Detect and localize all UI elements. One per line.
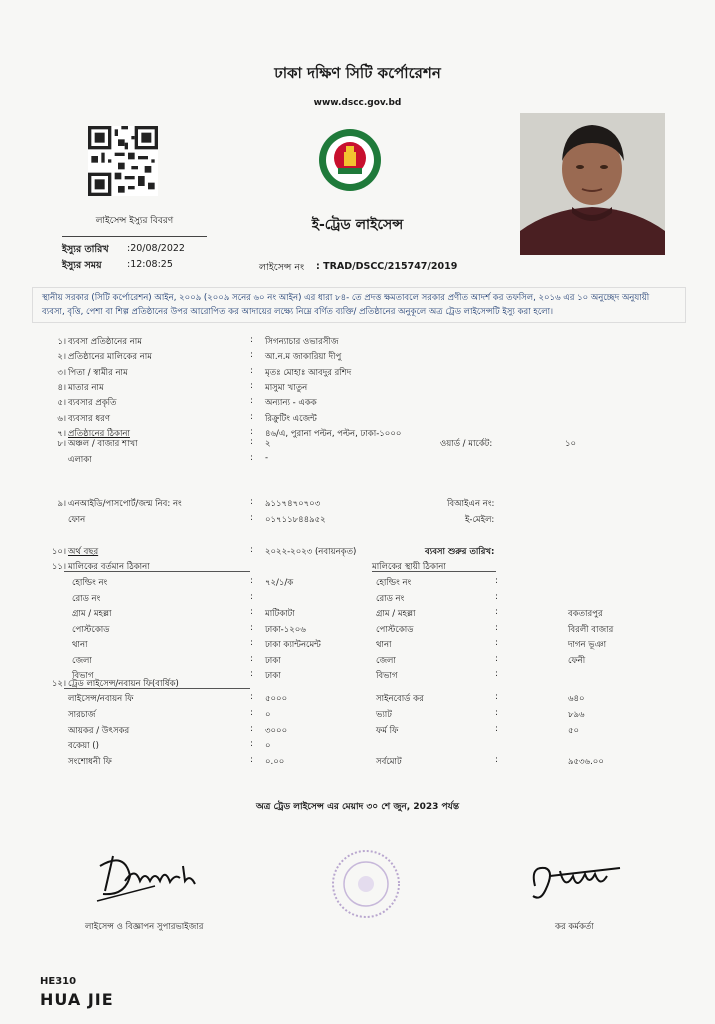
detail-value: আ.ন.ম জাকারিয়া দীপু	[265, 352, 342, 363]
colon: :	[250, 653, 253, 664]
colon: :	[250, 755, 253, 766]
divider	[372, 571, 496, 572]
start-date-label: ব্যবসা শুরুর তারিখ:	[425, 547, 495, 557]
detail-num: ৬।	[57, 413, 66, 424]
colon: :	[250, 396, 253, 407]
colon: :	[495, 607, 498, 617]
phone-label: ফোন	[68, 515, 86, 525]
area-label: এলাকা	[68, 455, 92, 465]
issue-time: :12:08:25	[127, 259, 173, 270]
fee-label: আয়কর / উৎসকর	[68, 725, 130, 736]
present-address-value: ঢাকা	[265, 655, 281, 666]
ward-value: ১০	[565, 439, 577, 449]
fee-value: ৯৫৩৬.০০	[568, 757, 604, 768]
tax-officer-title: কর কর্মকর্তা	[555, 922, 594, 932]
colon: :	[495, 638, 498, 648]
fee-value: ৬৪০	[568, 694, 585, 704]
website-url[interactable]: www.dscc.gov.bd	[313, 98, 402, 108]
nid-value: ৯১১৭৪৭০৭০৩	[265, 499, 321, 509]
present-address-value: ঢাকা	[265, 671, 281, 681]
fiscal-num: ১০।	[51, 547, 66, 557]
zone-value: ২	[265, 439, 271, 449]
address-num: ১১।	[51, 562, 66, 572]
fee-label: ভ্যাট	[376, 709, 392, 720]
printer-model: HE310	[40, 976, 77, 987]
colon: :	[250, 380, 253, 391]
page-title: ঢাকা দক্ষিণ সিটি কর্পোরেশন	[274, 64, 441, 82]
present-address-value: মাটিকাটা	[265, 609, 295, 619]
official-seal	[330, 848, 402, 920]
license-no-label: লাইসেন্স নং	[259, 262, 305, 273]
fiscal-label: অর্থ বছর	[68, 547, 99, 557]
present-address-value: ৭২/১/ক	[265, 578, 294, 588]
detail-label: ব্যবসার ধরণ	[68, 413, 110, 424]
issue-date-label: ইস্যুর তারিখ	[62, 244, 109, 255]
detail-num: ৩।	[57, 367, 66, 378]
dscc-logo-icon	[318, 128, 382, 192]
fees-num: ১২।	[51, 679, 66, 689]
colon: :	[250, 669, 253, 679]
fee-label: লাইসেন্স/নবায়ন ফি	[68, 694, 134, 704]
divider	[64, 571, 250, 572]
colon: :	[250, 723, 253, 734]
detail-num: ৪।	[57, 382, 66, 393]
colon: :	[250, 545, 253, 555]
fee-value: ০	[265, 709, 271, 720]
fee-value: ৫০০০	[265, 694, 288, 704]
colon: :	[250, 622, 253, 633]
detail-value: ৪৬/এ, পুরানা পল্টন, পল্টন, ঢাকা-১০০০	[265, 428, 402, 439]
colon: :	[250, 638, 253, 648]
colon: :	[495, 591, 498, 602]
fee-value: ০.০০	[265, 757, 285, 768]
detail-value: অন্যান্য - একক	[265, 398, 317, 409]
colon: :	[250, 576, 253, 586]
permanent-address-value: বকতারপুর	[568, 609, 603, 619]
printer-brand: HUA JIE	[40, 990, 114, 1009]
colon: :	[250, 607, 253, 617]
colon: :	[250, 497, 253, 507]
address-field-label: বিভাগ	[72, 671, 94, 681]
issue-date: :20/08/2022	[127, 243, 185, 254]
permanent-field-label: থানা	[376, 640, 392, 650]
permanent-address-heading: মালিকের স্থায়ী ঠিকানা	[372, 562, 446, 572]
address-field-label: জেলা	[72, 655, 92, 666]
tax-officer-signature	[525, 856, 625, 906]
permanent-address-value: ফেনী	[568, 655, 586, 666]
present-address-value: ঢাকা-১২০৬	[265, 624, 306, 635]
address-field-label: পোস্টকোড	[72, 624, 110, 635]
fee-label: সংশোধনী ফি	[68, 757, 112, 768]
permanent-field-label: রোড নং	[376, 593, 405, 604]
address-field-label: গ্রাম / মহল্লা	[72, 609, 112, 619]
colon: :	[250, 591, 253, 602]
intro-text: স্থানীয় সরকার (সিটি কর্পোরেশন) আইন, ২০০৯ (২০০৯ সনের ৬০ নং আইন) এর ধারা ৮৪- তে প্রদত্ত ক্ষমতাবলে সরকার প্রণীত আদর্শ কর তফসিল, ২০১৬ এর ১০ অনুচ্ছেদ অনুযায়ী ব্যবসা, বৃত্তি, পেশা বা শিল্প প্রতিষ্ঠানের উপর আরোপিত কর আদায়ের লক্ষ্যে নিম্নে বর্ণিত ব্যক্তি/ প্রতিষ্ঠানের অনুকূলে অত্র ট্রেড লাইসেন্সটি ইস্যু করা হলো।	[42, 293, 650, 317]
fee-label: সারচার্জ	[68, 709, 96, 720]
colon: :	[250, 513, 253, 523]
fee-label: ফর্ম ফি	[376, 725, 399, 736]
colon: :	[250, 411, 253, 422]
colon: :	[495, 653, 498, 664]
colon: :	[495, 755, 498, 766]
zone-label: অঞ্চল / বাজার শাখা	[68, 439, 138, 449]
fee-value: ৫০	[568, 725, 580, 736]
bin-label: বিআইএন নং:	[447, 499, 495, 509]
phone-value: ০১৭১১৮৪৪৯৫২	[265, 515, 326, 525]
permanent-field-label: গ্রাম / মহল্লা	[376, 609, 416, 619]
colon: :	[250, 335, 253, 345]
detail-value: সিগন্যাচার ওভারসীজ	[265, 337, 339, 347]
colon: :	[495, 669, 498, 679]
issue-heading: লাইসেন্স ইস্যুর বিবরণ	[95, 216, 174, 226]
qr-code	[88, 126, 158, 196]
fees-heading: ট্রেড লাইসেন্স/নবায়ন ফি(বার্ষিক)	[68, 679, 179, 689]
ward-label: ওয়ার্ড / মার্কেট:	[440, 439, 493, 449]
detail-label: প্রতিষ্ঠানের ঠিকানা	[68, 428, 130, 439]
permanent-field-label: জেলা	[376, 655, 396, 666]
permanent-field-label: হোল্ডিং নং	[376, 578, 412, 588]
zone-num: ৮।	[57, 439, 66, 449]
detail-num: ৫।	[57, 398, 66, 409]
fee-label: সর্বমোট	[376, 757, 402, 768]
nid-num: ৯।	[57, 499, 66, 509]
colon: :	[495, 723, 498, 734]
doc-type-heading: ই-ট্রেড লাইসেন্স	[311, 217, 404, 233]
supervisor-signature	[95, 846, 205, 906]
supervisor-title: লাইসেন্স ও বিজ্ঞাপন সুপারভাইজার	[85, 922, 204, 932]
detail-label: প্রতিষ্ঠানের মালিকের নাম	[68, 352, 152, 363]
detail-label: ব্যবসা প্রতিষ্ঠানের নাম	[68, 337, 142, 347]
fee-value: ০	[265, 741, 271, 752]
email-label: ই-মেইল:	[465, 515, 495, 525]
colon: :	[495, 692, 498, 702]
validity-note: অত্র ট্রেড লাইসেন্স এর মেয়াদ ৩০ শে জুন, 2023 পর্যন্ত	[255, 802, 460, 812]
detail-num: ৭।	[57, 428, 66, 439]
permanent-field-label: বিভাগ	[376, 671, 398, 681]
address-field-label: রোড নং	[72, 593, 101, 604]
area-value: -	[265, 453, 269, 463]
fee-value: ৩০০০	[265, 725, 288, 736]
fee-value: ৮৯৬	[568, 709, 585, 720]
colon: :	[495, 576, 498, 586]
detail-label: মাতার নাম	[68, 382, 104, 393]
address-field-label: থানা	[72, 640, 88, 650]
nid-label: এনআইডি/পাসপোর্ট/জন্ম নিব: নং	[68, 499, 182, 509]
detail-value: মাসুমা খাতুন	[265, 382, 308, 393]
fiscal-value: ২০২২-২০২৩ (নবায়নকৃত)	[265, 547, 357, 557]
fee-label: বকেয়া ()	[68, 741, 99, 752]
fee-label: সাইনবোর্ড কর	[376, 694, 424, 704]
issue-time-label: ইস্যুর সময়	[62, 260, 102, 271]
detail-value: রিক্রুটিং এজেন্ট	[265, 413, 317, 424]
detail-value: মৃতঃ মোহাঃ আবদুর রশিদ	[265, 367, 352, 378]
colon: :	[250, 437, 253, 447]
detail-num: ১।	[57, 337, 66, 347]
detail-label: পিতা / স্বামীর নাম	[68, 367, 128, 378]
colon: :	[495, 622, 498, 633]
address-field-label: হোল্ডিং নং	[72, 578, 108, 588]
colon: :	[495, 707, 498, 718]
colon: :	[250, 453, 253, 463]
colon: :	[250, 426, 253, 437]
colon: :	[250, 692, 253, 702]
detail-label: ব্যবসার প্রকৃতি	[68, 398, 117, 409]
detail-num: ২।	[57, 352, 66, 363]
colon: :	[250, 350, 253, 361]
permanent-address-value: দাগন ভূঞা	[568, 640, 607, 650]
permanent-field-label: পোস্টকোড	[376, 624, 414, 635]
permanent-address-value: বিরলী বাজার	[568, 624, 614, 635]
license-no: : TRAD/DSCC/215747/2019	[316, 261, 458, 272]
colon: :	[250, 739, 253, 750]
present-address-value: ঢাকা ক্যান্টনমেন্ট	[265, 640, 321, 650]
colon: :	[250, 365, 253, 376]
divider	[64, 688, 250, 689]
present-address-heading: মালিকের বর্তমান ঠিকানা	[68, 562, 150, 572]
colon: :	[250, 707, 253, 718]
